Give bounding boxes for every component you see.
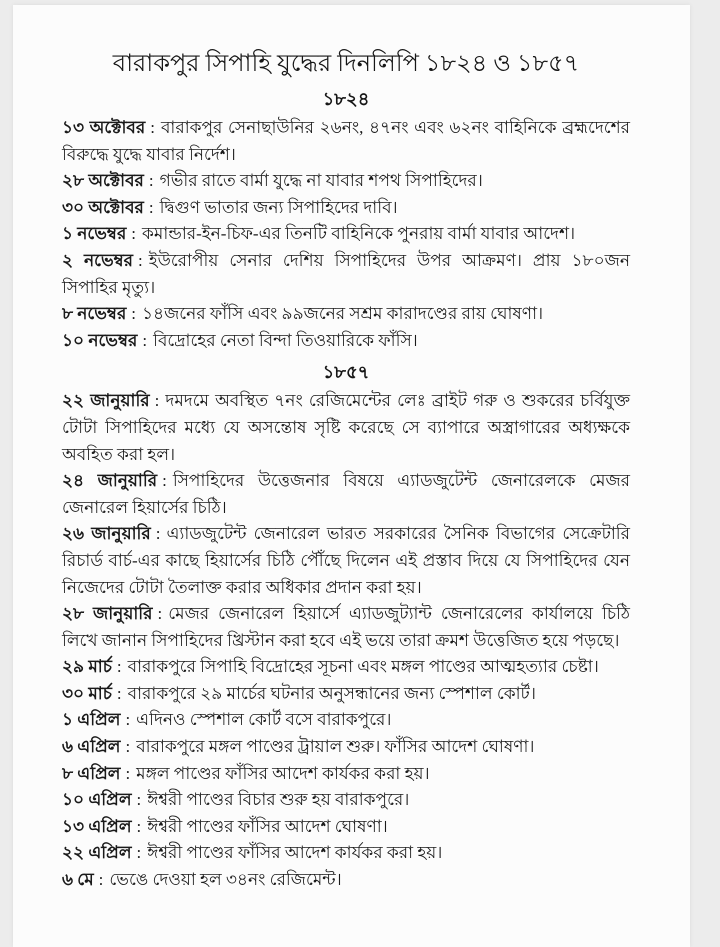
section-entries [62, 388, 630, 893]
entry-separator: : [125, 710, 131, 730]
timeline-entry [62, 301, 630, 328]
entry-separator: : [136, 790, 142, 810]
entry-date: ১০ এপ্রিল [62, 790, 132, 810]
entry-date: ১৩ এপ্রিল [62, 816, 132, 836]
entry-separator: : [125, 737, 131, 757]
entry-text: ঈশ্বরী পাণ্ডের ফাঁসির আদেশ কার্যকর করা হয়। [147, 843, 443, 863]
timeline-entry [62, 734, 630, 761]
entry-text: মেজর জেনারেল হিয়ার্সে এ্যাডজুট্যান্ট জেনারেলের কার্যালয়ে চিঠি লিখে জানান সিপাহিদের খ্রিস্টান করা হবে এই ভয়ে তারা ক্রমশ উত্তেজিত হয়ে পড়ছে। [62, 604, 630, 650]
timeline-section [62, 87, 630, 354]
entry-text: এ্যাডজুটেন্ট জেনারেল ভারত সরকারের সৈনিক বিভাগের সেক্রেটারি রিচার্ড বার্চ-এর কাছে হিয়ার্সের চিঠি পৌঁছে দিলেন এই প্রস্তাব দিয়ে যে সিপাহিদের যেন নিজেদের টোটা তৈলাক্ত করার অধিকার প্রদান করা হয়। [62, 524, 630, 597]
entry-separator: : [157, 604, 163, 624]
timeline-entry [62, 601, 630, 654]
entry-separator: : [155, 524, 161, 544]
entry-date: ২৮ অক্টোবর [62, 171, 144, 191]
timeline-entry [62, 840, 630, 867]
entry-text: বারাকপুরে মঙ্গল পাণ্ডের ট্রায়াল শুরু। ফাঁসির আদেশ ঘোষণা। [136, 737, 535, 757]
timeline-entry [62, 468, 630, 521]
entry-text: ঈশ্বরী পাণ্ডের বিচার শুরু হয় বারাকপুরে। [147, 790, 410, 810]
entry-date: ২৪ জানুয়ারি [62, 471, 158, 491]
entry-date: ৬ মে [62, 870, 94, 890]
entry-separator: : [116, 683, 122, 703]
entry-separator: : [125, 763, 131, 783]
timeline-entry [62, 707, 630, 734]
entry-text: দমদমে অবস্থিত ৭নং রেজিমেন্টের লেঃ ব্রাইট গরু ও শুকরের চর্বিযুক্ত টোটা সিপাহিদের মধ্যে যে অসন্তোষ সৃষ্টি করেছে সে ব্যাপারে অস্ত্রাগারের অধ্যক্ষকে অবহিত করা হল। [62, 391, 630, 464]
timeline-entry [62, 867, 630, 894]
entry-text: গভীর রাতে বার্মা যুদ্ধে না যাবার শপথ সিপাহিদের। [159, 171, 483, 191]
entry-date: ১ এপ্রিল [62, 710, 121, 730]
entry-date: ৬ এপ্রিল [62, 737, 121, 757]
entry-text: বারাকপুর সেনাছাউনির ২৬নং, ৪৭নং এবং ৬২নং বাহিনিকে ব্রহ্মদেশের বিরুদ্ধে যুদ্ধে যাবার নির্দেশ। [62, 118, 630, 164]
timeline-entry [62, 248, 630, 301]
timeline-entry [62, 115, 630, 168]
entry-separator: : [131, 304, 137, 324]
entry-date: ২২ জানুয়ারি [62, 391, 150, 411]
entry-separator: : [138, 250, 143, 270]
timeline-section [62, 360, 630, 893]
entry-separator: : [162, 471, 167, 491]
timeline-entry [62, 654, 630, 681]
section-year-heading: ১৮৫৭ [322, 362, 370, 383]
entry-text: ভেঙে দেওয়া হল ৩৪নং রেজিমেন্ট। [109, 870, 342, 890]
entry-date: ৮ নভেম্বর [62, 304, 127, 324]
entry-separator: : [136, 816, 142, 836]
entry-text: বারাকপুরে সিপাহি বিদ্রোহের সূচনা এবং মঙ্গল পাণ্ডের আত্মহত্যার চেষ্টা। [127, 657, 599, 677]
entry-separator: : [148, 171, 154, 191]
timeline-sections [62, 87, 630, 894]
document-content [13, 47, 690, 894]
entry-date: ২২ এপ্রিল [62, 843, 132, 863]
entry-text: দ্বিগুণ ভাতার জন্য সিপাহিদের দাবি। [159, 197, 398, 217]
entry-date: ২৬ জানুয়ারি [62, 524, 151, 544]
entry-text: বিদ্রোহের নেতা বিন্দা তিওয়ারিকে ফাঁসি। [153, 330, 418, 350]
entry-date: ২৯ মার্চ [62, 657, 112, 677]
timeline-entry [62, 221, 630, 248]
entry-date: ৩০ মার্চ [62, 683, 112, 703]
entry-date: ২৮ জানুয়ারি [62, 604, 153, 624]
entry-separator: : [136, 843, 142, 863]
entry-date: ১০ নভেম্বর [62, 330, 138, 350]
entry-separator: : [116, 657, 122, 677]
entry-separator: : [148, 197, 154, 217]
timeline-entry [62, 814, 630, 841]
entry-text: ইউরোপীয় সেনার দেশিয় সিপাহিদের উপর আক্রমণ। প্রায় ১৮০জন সিপাহির মৃত্যু। [62, 250, 630, 297]
timeline-entry [62, 388, 630, 468]
entry-separator: : [150, 118, 155, 137]
entry-text: এদিনও স্পেশাল কোর্ট বসে বারাকপুরে। [136, 710, 392, 730]
entry-separator: : [131, 224, 137, 244]
timeline-entry [62, 681, 630, 708]
entry-date: ১ নভেম্বর [62, 224, 127, 244]
entry-date: ৮ এপ্রিল [62, 763, 121, 783]
timeline-entry [62, 761, 630, 788]
entry-text: ১৪জনের ফাঁসি এবং ৯৯জনের সশ্রম কারাদণ্ডের রায় ঘোষণা। [142, 304, 544, 324]
entry-separator: : [98, 870, 104, 890]
timeline-entry [62, 195, 630, 222]
entry-text: মঙ্গল পাণ্ডের ফাঁসির আদেশ কার্যকর করা হয়। [136, 763, 430, 783]
timeline-entry [62, 168, 630, 195]
entry-date: ১৩ অক্টোবর [62, 118, 146, 137]
entry-text: বারাকপুরে ২৯ মার্চের ঘটনার অনুসন্ধানের জন্য স্পেশাল কোর্ট। [127, 683, 536, 703]
entry-separator: : [154, 391, 160, 411]
entry-date: ২ নভেম্বর [62, 250, 134, 270]
timeline-entry [62, 521, 630, 601]
entry-separator: : [142, 330, 148, 350]
page-title: বারাকপুর সিপাহি যুদ্ধের দিনলিপি ১৮২৪ ও ১৮৫৭ [112, 51, 580, 77]
document-page [13, 5, 690, 947]
timeline-entry [62, 787, 630, 814]
entry-text: কমান্ডার-ইন-চিফ-এর তিনটি বাহিনিকে পুনরায় বার্মা যাবার আদেশ। [142, 224, 576, 244]
section-year-heading: ১৮২৪ [322, 89, 370, 109]
section-entries [62, 115, 630, 354]
timeline-entry [62, 328, 630, 355]
entry-text: সিপাহিদের উত্তেজনার বিষয়ে এ্যাডজুটেন্ট জেনারেলকে মেজর জেনারেল হিয়ার্সের চিঠি। [62, 471, 631, 517]
entry-text: ঈশ্বরী পাণ্ডের ফাঁসির আদেশ ঘোষণা। [147, 816, 388, 836]
entry-date: ৩০ অক্টোবর [62, 197, 144, 217]
